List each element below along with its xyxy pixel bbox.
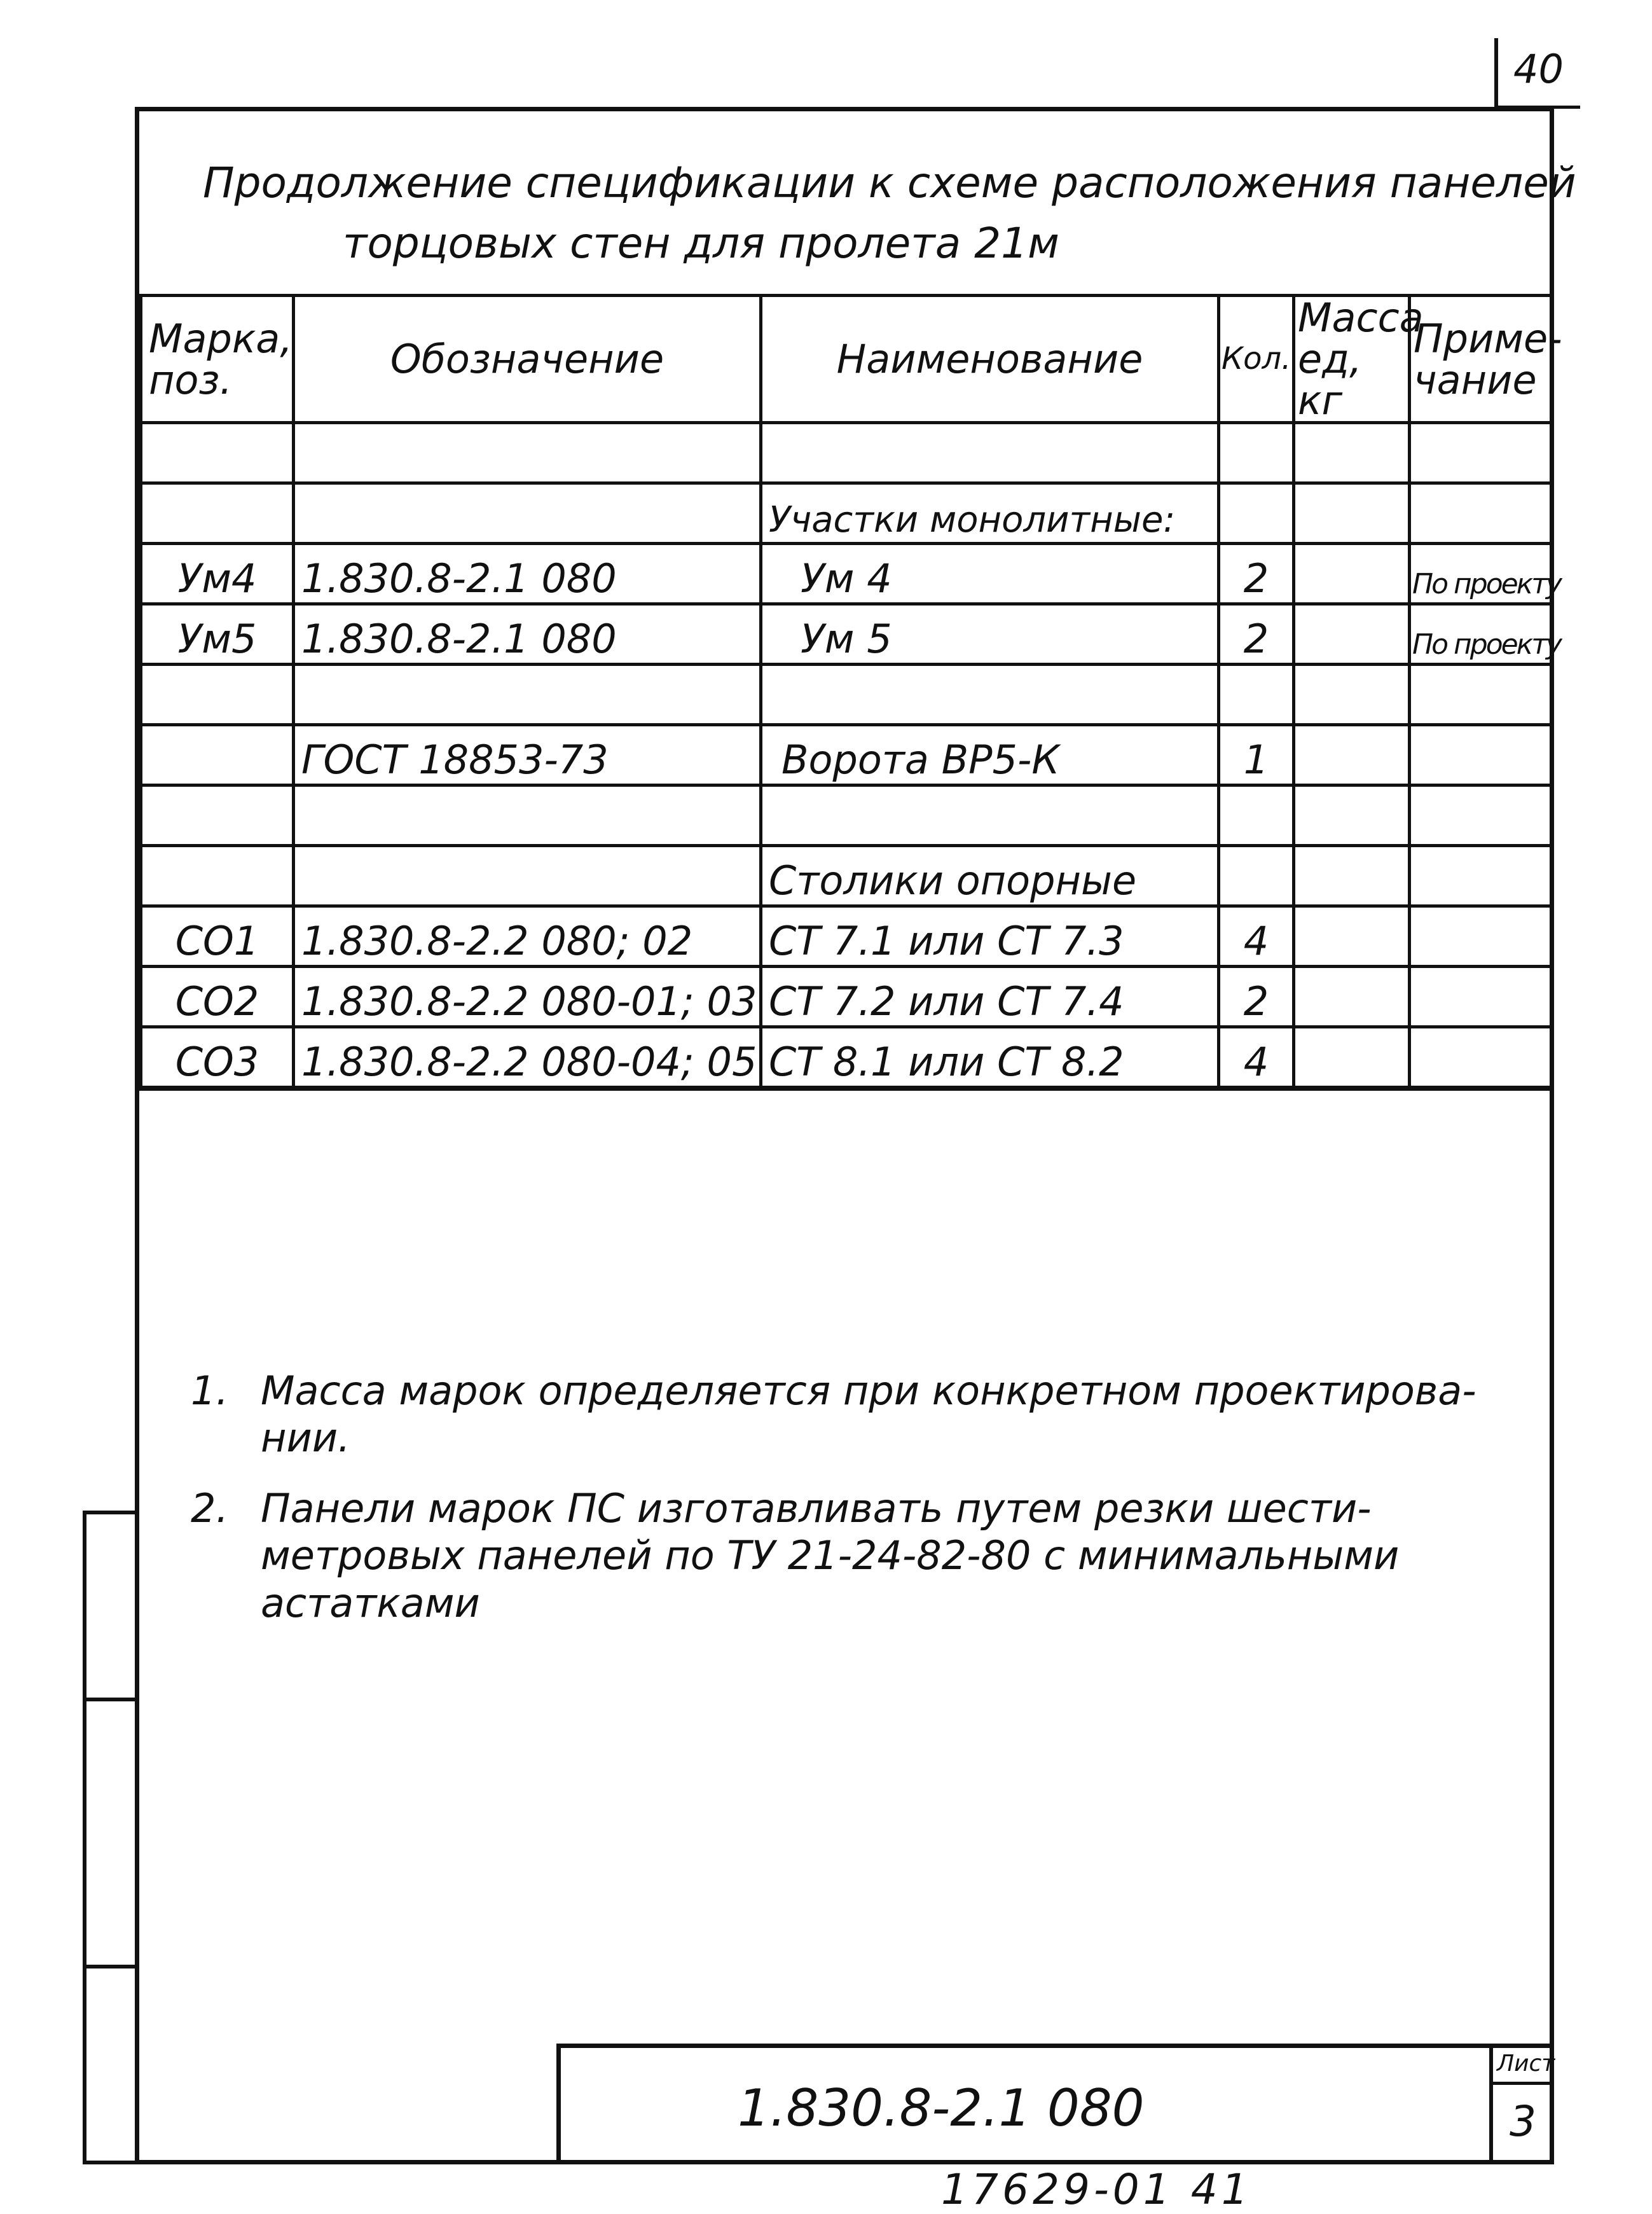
cell-mark: СО3 xyxy=(141,1027,294,1089)
cell-name: Столики опорные xyxy=(761,846,1219,906)
cell-note xyxy=(1410,1027,1552,1089)
cell-note xyxy=(1410,906,1552,967)
cell-name: Ум 5 xyxy=(761,604,1219,665)
cell-qty: 1 xyxy=(1219,725,1294,785)
cell-note xyxy=(1410,967,1552,1027)
cell-note xyxy=(1410,665,1552,725)
header-mark: Марка, поз. xyxy=(141,296,294,423)
cell-designation xyxy=(294,785,761,846)
cell-qty xyxy=(1219,423,1294,483)
table-row xyxy=(141,785,1552,846)
cell-mark xyxy=(141,785,294,846)
cell-note xyxy=(1410,725,1552,785)
cell-qty xyxy=(1219,483,1294,544)
cell-mark: СО1 xyxy=(141,906,294,967)
note-number: 1. xyxy=(191,1367,229,1414)
cell-designation xyxy=(294,846,761,906)
sheet-label: Лист xyxy=(1497,2051,1555,2077)
cell-name: СТ 7.1 или СТ 7.3 xyxy=(761,906,1219,967)
header-mass: Масса ед, кг xyxy=(1294,296,1410,423)
note-text: Панели марок ПС изготавливать путем резки шести- метровых панелей по ТУ 21-24-82-80 с минимальными астатками xyxy=(261,1484,1400,1626)
cell-mark xyxy=(141,483,294,544)
cell-name: СТ 7.2 или СТ 7.4 xyxy=(761,967,1219,1027)
cell-name xyxy=(761,665,1219,725)
cell-note xyxy=(1410,483,1552,544)
cell-qty: 2 xyxy=(1219,967,1294,1027)
cell-mark xyxy=(141,846,294,906)
cell-mass xyxy=(1294,544,1410,604)
table-row xyxy=(141,725,1552,785)
page-number: 40 xyxy=(1513,46,1564,92)
left-stub-lower xyxy=(83,1968,135,2164)
cell-mass xyxy=(1294,906,1410,967)
cell-name xyxy=(761,423,1219,483)
cell-mass xyxy=(1294,665,1410,725)
note-text: Масса марок определяется при конкретном проектирова- нии. xyxy=(261,1367,1476,1462)
note-number: 2. xyxy=(191,1484,229,1532)
cell-mass xyxy=(1294,1027,1410,1089)
sheet-number: 3 xyxy=(1510,2097,1536,2146)
sheet-box xyxy=(1489,2044,1555,2164)
table-row xyxy=(141,483,1552,544)
table-row xyxy=(141,967,1552,1027)
cell-mark xyxy=(141,725,294,785)
table-row xyxy=(141,665,1552,725)
cell-mark xyxy=(141,665,294,725)
header-qty: Кол. xyxy=(1219,296,1294,423)
note-item xyxy=(191,1485,1526,1627)
cell-note: По проекту xyxy=(1410,544,1552,604)
title-line-2: торцовых стен для пролета 21м xyxy=(343,219,1059,268)
sheet-divider xyxy=(1493,2082,1553,2085)
title-area xyxy=(139,111,1576,296)
corner-vertical-line xyxy=(1494,38,1498,109)
cell-mark: Ум5 xyxy=(141,604,294,665)
cell-designation xyxy=(294,483,761,544)
header-note: Приме- чание xyxy=(1410,296,1552,423)
cell-qty: 2 xyxy=(1219,604,1294,665)
cell-note: По проекту xyxy=(1410,604,1552,665)
cell-note xyxy=(1410,785,1552,846)
cell-mass xyxy=(1294,785,1410,846)
cell-designation: 1.830.8-2.1 080 xyxy=(294,604,761,665)
cell-mass xyxy=(1294,423,1410,483)
cell-qty: 4 xyxy=(1219,906,1294,967)
cell-qty xyxy=(1219,846,1294,906)
cell-designation: ГОСТ 18853-73 xyxy=(294,725,761,785)
cell-designation: 1.830.8-2.1 080 xyxy=(294,544,761,604)
header-name: Наименование xyxy=(761,296,1219,423)
cell-designation: 1.830.8-2.2 080-04; 05 xyxy=(294,1027,761,1089)
cell-note xyxy=(1410,846,1552,906)
cell-mass xyxy=(1294,483,1410,544)
note-item xyxy=(191,1367,1526,1462)
cell-mark xyxy=(141,423,294,483)
left-stub-middle xyxy=(83,1701,135,1968)
specification-table xyxy=(139,294,1562,1091)
footer-number: 17629-01 41 xyxy=(941,2165,1252,2214)
table-row xyxy=(141,846,1552,906)
cell-qty: 4 xyxy=(1219,1027,1294,1089)
cell-qty xyxy=(1219,665,1294,725)
table-header-row xyxy=(141,296,1552,423)
cell-mark: Ум4 xyxy=(141,544,294,604)
header-designation: Обозначение xyxy=(294,296,761,423)
cell-name: Участки монолитные: xyxy=(761,483,1219,544)
cell-mark: СО2 xyxy=(141,967,294,1027)
cell-qty: 2 xyxy=(1219,544,1294,604)
cell-name xyxy=(761,785,1219,846)
left-stub-upper xyxy=(83,1511,135,1701)
table-row xyxy=(141,423,1552,483)
cell-note xyxy=(1410,423,1552,483)
cell-mass xyxy=(1294,725,1410,785)
title-line-1: Продолжение спецификации к схеме расположения панелей xyxy=(203,158,1576,207)
cell-mass xyxy=(1294,604,1410,665)
cell-designation: 1.830.8-2.2 080; 02 xyxy=(294,906,761,967)
cell-name: Ум 4 xyxy=(761,544,1219,604)
cell-designation xyxy=(294,423,761,483)
cell-name: СТ 8.1 или СТ 8.2 xyxy=(761,1027,1219,1089)
cell-designation: 1.830.8-2.2 080-01; 03 xyxy=(294,967,761,1027)
table-row xyxy=(141,604,1552,665)
table-row xyxy=(141,906,1552,967)
cell-designation xyxy=(294,665,761,725)
table-row xyxy=(141,1027,1552,1089)
cell-mass xyxy=(1294,846,1410,906)
cell-qty xyxy=(1219,785,1294,846)
cell-name: Ворота ВР5-К xyxy=(761,725,1219,785)
notes-block xyxy=(191,1367,1526,1650)
cell-mass xyxy=(1294,967,1410,1027)
table-row xyxy=(141,544,1552,604)
stamp-code: 1.830.8-2.1 080 xyxy=(738,2079,1145,2138)
